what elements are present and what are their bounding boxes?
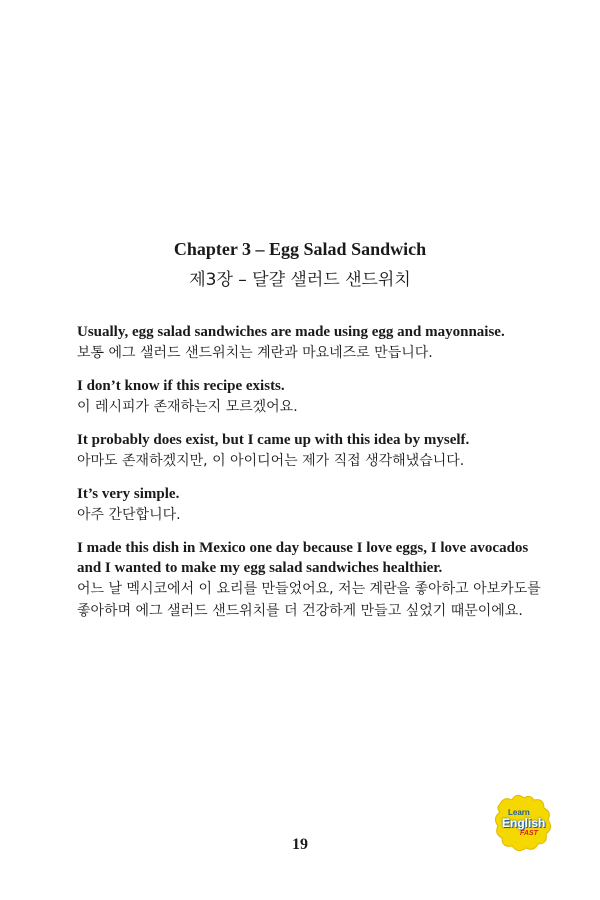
- english-sentence: It’s very simple.: [77, 486, 180, 502]
- english-sentence: I made this dish in Mexico one day because I love eggs, I love avocados and I wanted to make my egg salad sandwiches healthier.: [77, 540, 529, 576]
- english-sentence: I don’t know if this recipe exists.: [77, 378, 285, 394]
- logo-text: [490, 790, 558, 858]
- korean-translation: 아주 간단합니다.: [77, 507, 181, 523]
- korean-translation: 아마도 존재하겠지만, 이 아이디어는 제가 직접 생각해냈습니다.: [77, 453, 465, 469]
- chapter-title-korean: 제3장 – 달걀 샐러드 샌드위치: [189, 270, 411, 290]
- chapter-title: Chapter 3 – Egg Salad Sandwich: [173, 239, 427, 259]
- paragraph: [77, 376, 547, 418]
- logo-text-english: English: [502, 816, 546, 830]
- korean-translation: 어느 날 멕시코에서 이 요리를 만들었어요, 저는 계란을 좋아하고 아보카도를 좋아하며 에그 샐러드 샌드위치를 더 건강하게 만들고 싶었기 때문이에요.: [77, 581, 541, 619]
- korean-translation: 이 레시피가 존재하는지 모르겠어요.: [77, 399, 298, 415]
- paragraph-list: [77, 322, 547, 634]
- paragraph: [77, 484, 547, 526]
- paragraph: [77, 538, 547, 622]
- korean-translation: 보통 에그 샐러드 샌드위치는 계란과 마요네즈로 만듭니다.: [77, 345, 433, 361]
- logo-text-fast: FAST: [520, 830, 538, 837]
- page-number: 19: [292, 836, 308, 853]
- learn-english-fast-logo: [490, 790, 558, 858]
- logo-text-learn: Learn: [508, 808, 530, 817]
- english-sentence: Usually, egg salad sandwiches are made using egg and mayonnaise.: [77, 324, 505, 340]
- paragraph: [77, 322, 547, 364]
- paragraph: [77, 430, 547, 472]
- english-sentence: It probably does exist, but I came up with this idea by myself.: [77, 432, 470, 448]
